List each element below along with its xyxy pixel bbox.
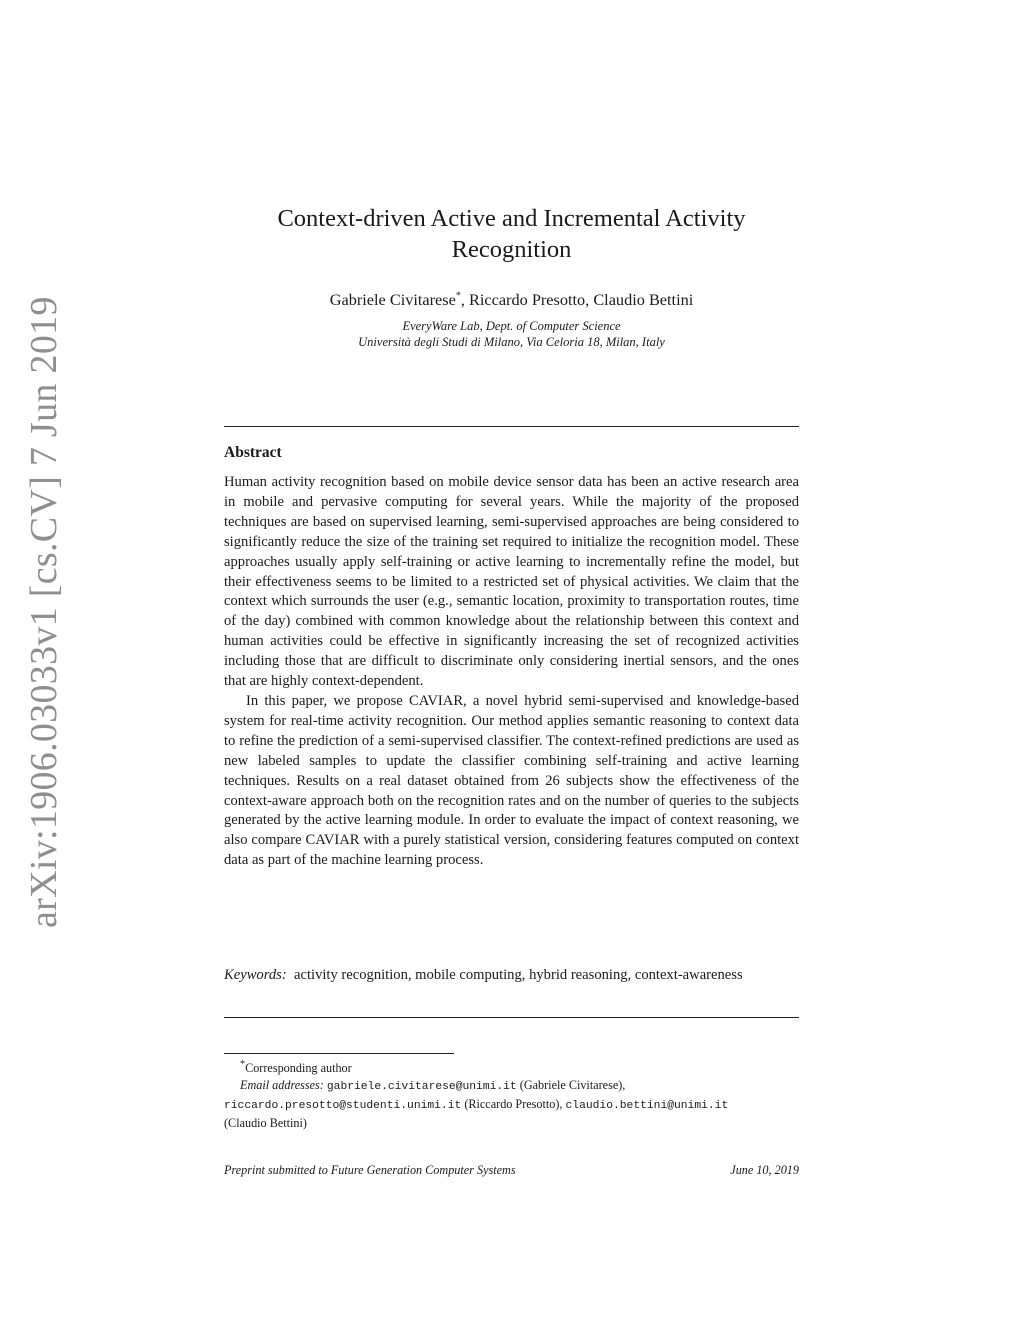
footnote-corresponding (224, 1056, 804, 1077)
abstract-body (224, 473, 799, 871)
abstract-paragraph-1: Human activity recognition based on mobile device sensor data has been an active research area in mobile and pervasive computing for several years. While the majority of the proposed techniques are based on supervised learning, semi-supervised approaches are being considered to significantly reduce the size of the training set required to initialize the recognition model. These approaches usually apply self-training or active learning to incrementally refine the model, but their effectiveness seems to be limited to a restricted set of physical activities. We claim that the context which surrounds the user (e.g., semantic location, proximity to transportation routes, time of the day) combined with common knowledge about the relationship between this context and human activities could be effective in significantly increasing the set of recognized activities including those that are difficult to discriminate only considering inertial sensors, and the ones that are highly context-dependent. (224, 474, 799, 690)
author-rest: , Riccardo Presotto, Claudio Bettini (460, 290, 694, 309)
abstract-paragraph-2: In this paper, we propose CAVIAR, a novel hybrid semi-supervised and knowledge-based system for real-time activity recognition. Our method applies semantic reasoning to context data to refine the prediction of a semi-supervised classifier. The context-refined predictions are used as new labeled samples to update the classifier combining self-training and active learning techniques. Results on a real dataset obtained from 26 subjects show the effectiveness of the context-aware approach both on the recognition rates and on the number of queries to the subjects generated by the active learning module. In order to evaluate the impact of context reasoning, we also compare CAVIAR with a purely statistical version, considering features computed on context data as part of the machine learning process. (224, 692, 799, 869)
footnote-mark: * (240, 1059, 246, 1070)
email-name-bettini: (Claudio Bettini) (224, 1116, 307, 1131)
email-link-civitarese[interactable]: gabriele.civitarese@unimi.it (326, 1081, 517, 1094)
email-name-presotto: (Riccardo Presotto), (464, 1097, 563, 1112)
arxiv-identifier-stamp: arXiv:1906.03033v1 [cs.CV] 7 Jun 2019 (23, 296, 65, 928)
corresponding-mark: * (455, 290, 461, 302)
abstract-bottom-rule (224, 1017, 799, 1018)
footnote-email-line-2 (224, 1096, 804, 1115)
footnote-corresponding-text: Corresponding author (245, 1061, 352, 1076)
keywords (224, 965, 799, 985)
preprint-date: June 10, 2019 (730, 1163, 799, 1177)
affiliation-line-1: EveryWare Lab, Dept. of Computer Science (402, 319, 621, 333)
affiliation-line-2: Università degli Studi di Milano, Via Celoria 18, Milan, Italy (358, 335, 665, 349)
email-link-presotto[interactable]: riccardo.presotto@studenti.unimi.it (224, 1100, 462, 1113)
footnote-email-line-1 (224, 1077, 804, 1096)
author-first: Gabriele Civitarese (329, 290, 456, 309)
keywords-label: Keywords: (224, 967, 287, 983)
preprint-notice: Preprint submitted to Future Generation Computer Systems (224, 1163, 516, 1177)
footnote-email-line-3 (224, 1115, 804, 1132)
abstract-heading: Abstract (224, 444, 282, 461)
paper-title: Context-driven Active and Incremental Activity Recognition (277, 205, 746, 263)
email-name-civitarese: (Gabriele Civitarese), (519, 1078, 626, 1093)
footnotes (224, 1056, 804, 1132)
email-link-bettini[interactable]: claudio.bettini@unimi.it (565, 1100, 729, 1113)
footnote-rule (224, 1053, 454, 1054)
keywords-text: activity recognition, mobile computing, hybrid reasoning, context-awareness (294, 967, 743, 983)
email-label: Email addresses: (240, 1078, 324, 1093)
author-list (224, 290, 799, 310)
abstract-top-rule (224, 426, 799, 427)
